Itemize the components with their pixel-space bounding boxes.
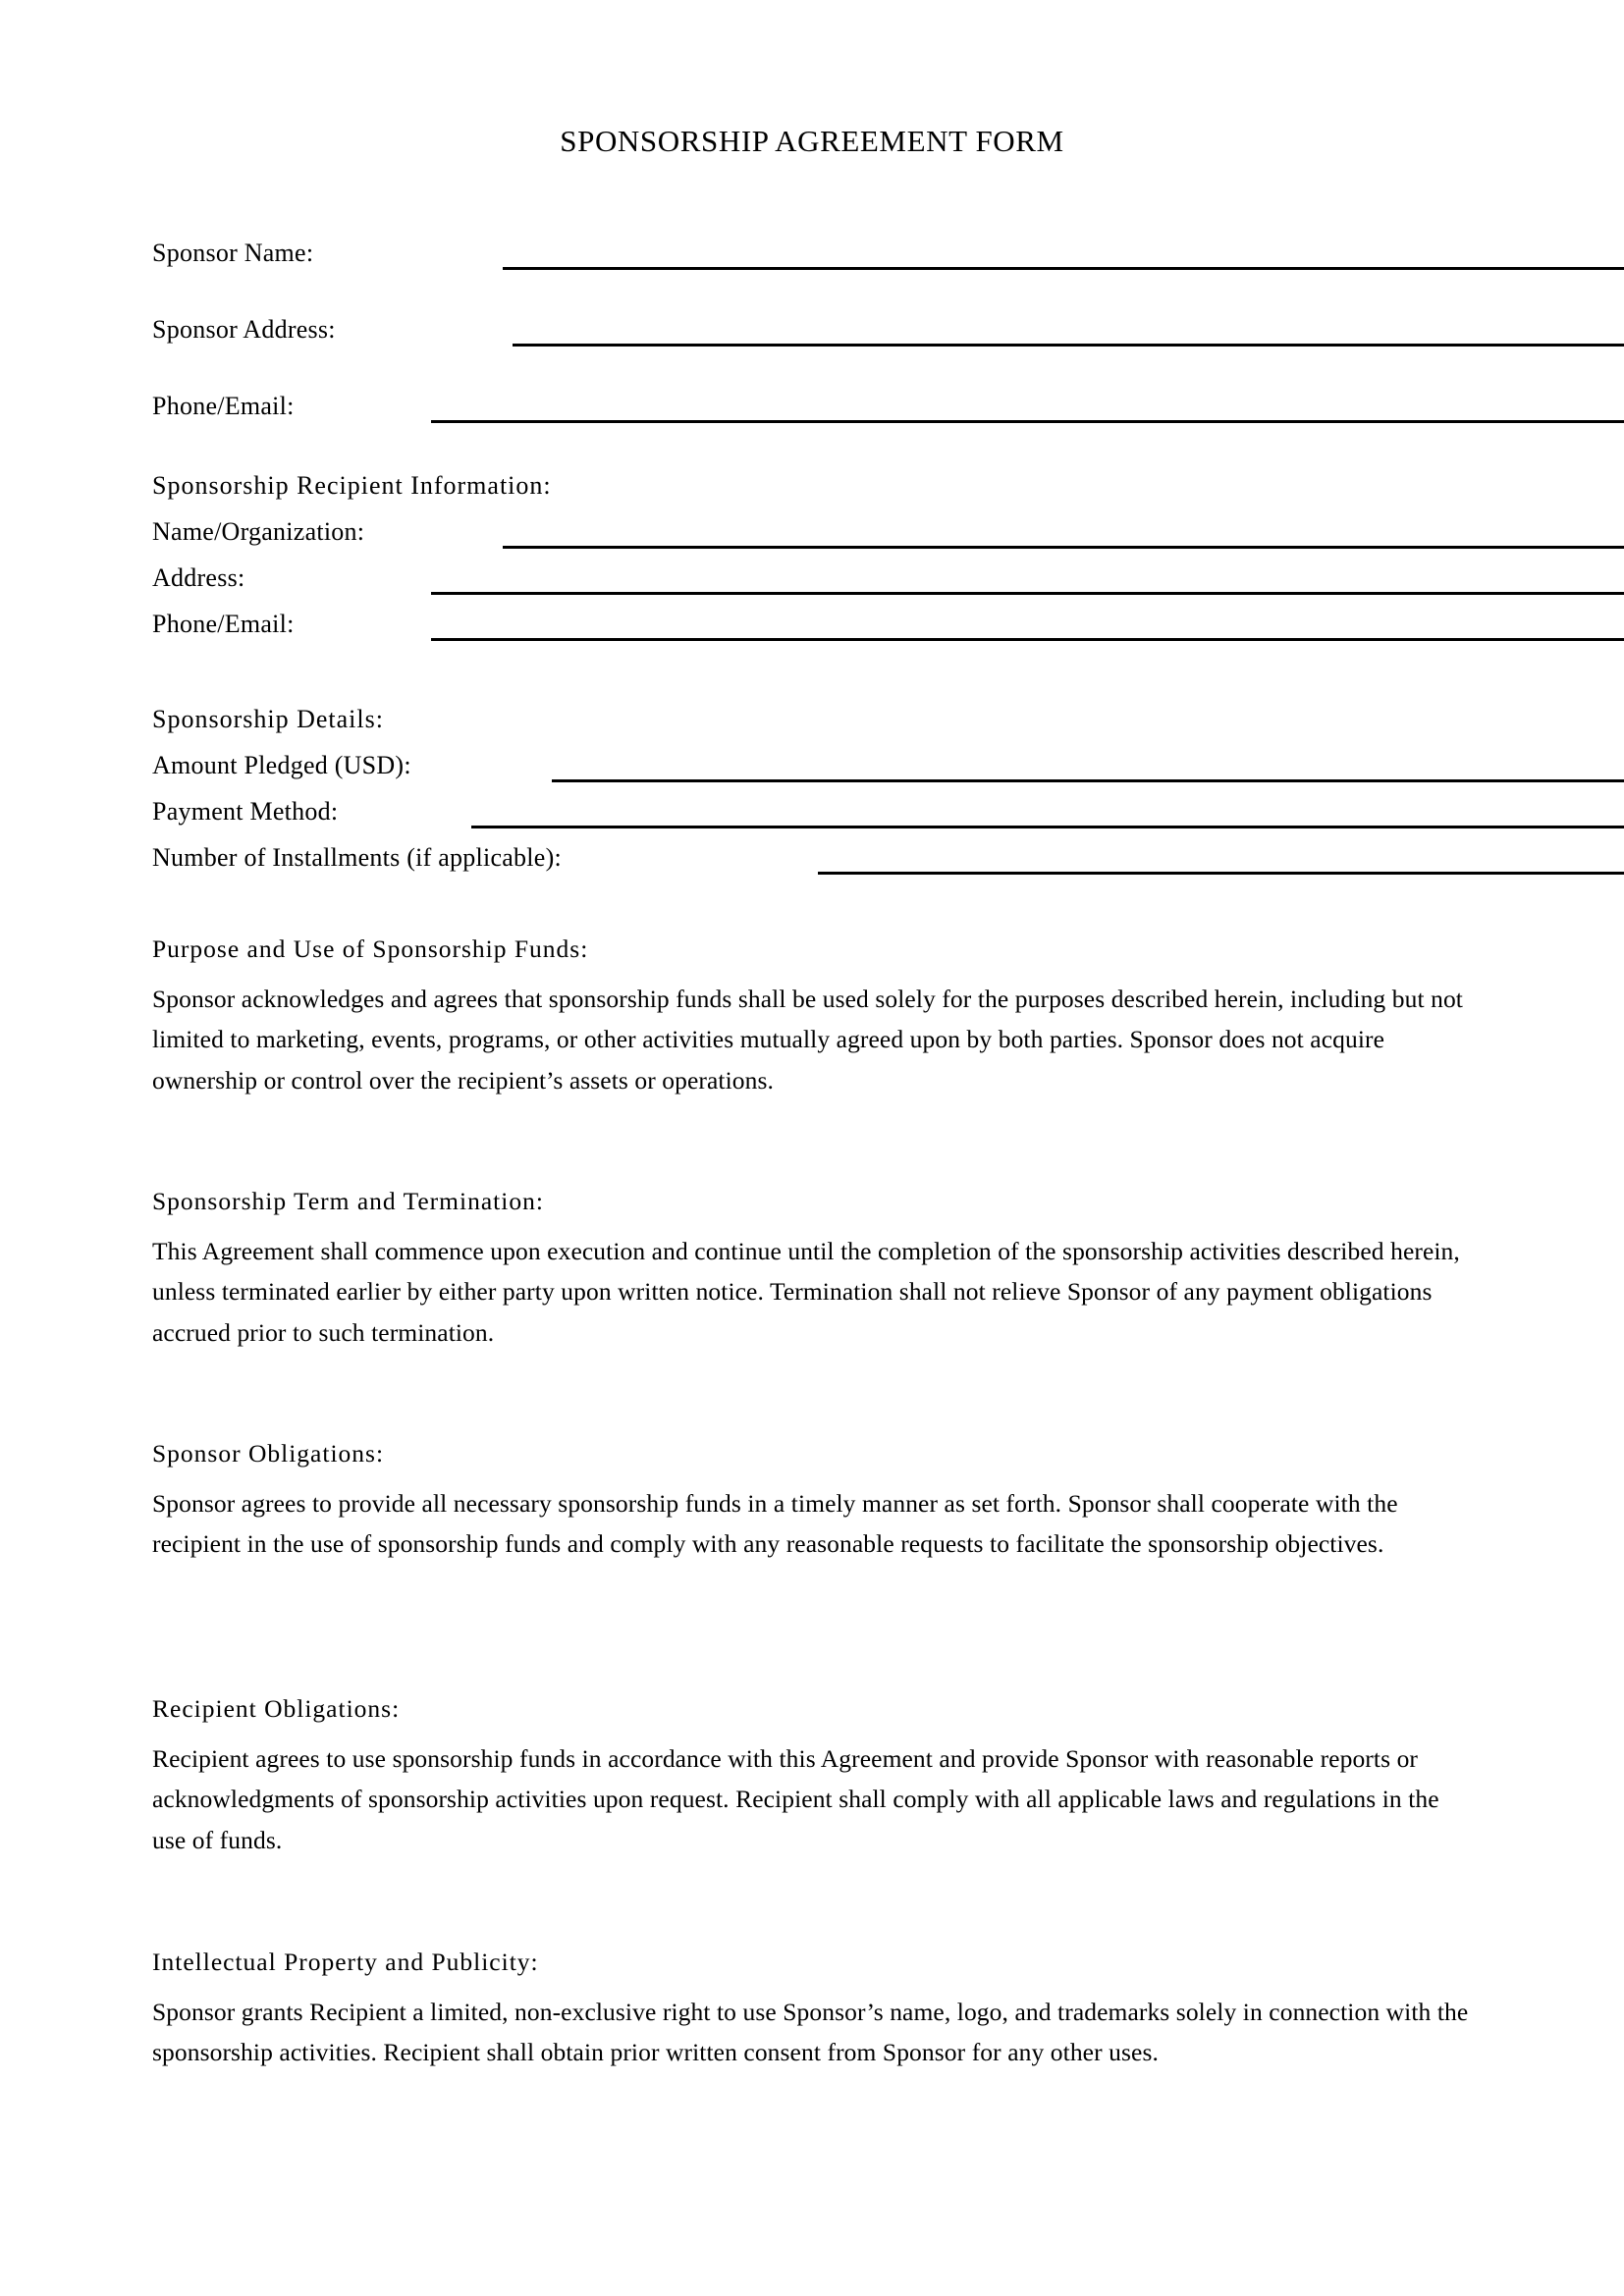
clause-sponsor-obligations [152,1433,1473,1565]
recipient-address-label: Address: [152,563,245,592]
field-row-installments [152,841,1478,875]
installments-input-rule[interactable] [818,872,1624,875]
sponsor-address-label: Sponsor Address: [152,315,336,344]
clause-body: This Agreement shall commence upon execution and continue until the completion of the sponsorship activities described herein, unless terminated earlier by either party upon written notice. Termination shall not relieve Sponsor of any payment obligations accrued prior to such termination. [152,1236,1460,1347]
sponsor-name-label: Sponsor Name: [152,239,314,267]
field-row-recipient-name [152,515,1478,549]
recipient-phone-email-input-rule[interactable] [431,638,1624,641]
amount-pledged-input-rule[interactable] [552,779,1624,782]
clause-recipient-obligations [152,1688,1473,1860]
recipient-name-input-rule[interactable] [503,546,1624,549]
field-row-recipient-phone-email [152,608,1478,641]
field-row-sponsor-address [152,313,1478,347]
payment-method-input-rule[interactable] [471,826,1624,828]
clause-heading: Sponsor Obligations: [152,1439,385,1468]
field-row-payment-method [152,795,1478,828]
field-row-amount-pledged [152,749,1478,782]
installments-label: Number of Installments (if applicable): [152,843,562,872]
field-row-recipient-address [152,561,1478,595]
recipient-name-label: Name/Organization: [152,517,365,546]
clause-purpose-and-use [152,929,1473,1100]
field-row-sponsor-phone-email [152,390,1478,423]
clause-body: Sponsor grants Recipient a limited, non-exclusive right to use Sponsor’s name, logo, and trademarks solely in connection with the sponsorship activities. Recipient shall obtain prior written consent from Sponsor for any other uses. [152,1997,1469,2066]
clause-body: Recipient agrees to use sponsorship funds in accordance with this Agreement and provide Sponsor with reasonable reports or acknowledgments of sponsorship activities upon request. Recipient shall comply with all applicable laws and regulations in the use of funds. [152,1743,1439,1854]
clause-heading: Purpose and Use of Sponsorship Funds: [152,934,589,963]
amount-pledged-label: Amount Pledged (USD): [152,751,411,779]
sponsor-phone-email-label: Phone/Email: [152,392,295,420]
page-title: SPONSORSHIP AGREEMENT FORM [560,124,1064,158]
clause-intellectual-property [152,1942,1473,2073]
payment-method-label: Payment Method: [152,797,339,826]
clause-body: Sponsor acknowledges and agrees that sponsorship funds shall be used solely for the purposes described herein, including but not limited to marketing, events, programs, or other activities mutually agreed upon by both parties. Sponsor does not acquire ownership or control over the recipient’s assets or operations. [152,984,1463,1095]
sponsor-phone-email-input-rule[interactable] [431,420,1624,423]
clause-term-and-termination [152,1181,1473,1353]
recipient-address-input-rule[interactable] [431,592,1624,595]
sponsor-address-input-rule[interactable] [513,344,1624,347]
clause-heading: Sponsorship Term and Termination: [152,1187,544,1215]
field-row-sponsor-name [152,237,1478,270]
sponsor-name-input-rule[interactable] [503,267,1624,270]
clause-heading: Intellectual Property and Publicity: [152,1948,539,1976]
clause-body: Sponsor agrees to provide all necessary sponsorship funds in a timely manner as set forth. Sponsor shall cooperate with the recipient in the use of sponsorship funds and comply with any reasonable requests to facilitate the sponsorship objectives. [152,1488,1398,1558]
details-section-heading: Sponsorship Details: [152,705,384,733]
recipient-section-heading: Sponsorship Recipient Information: [152,471,552,500]
clause-heading: Recipient Obligations: [152,1694,401,1723]
recipient-phone-email-label: Phone/Email: [152,610,295,638]
